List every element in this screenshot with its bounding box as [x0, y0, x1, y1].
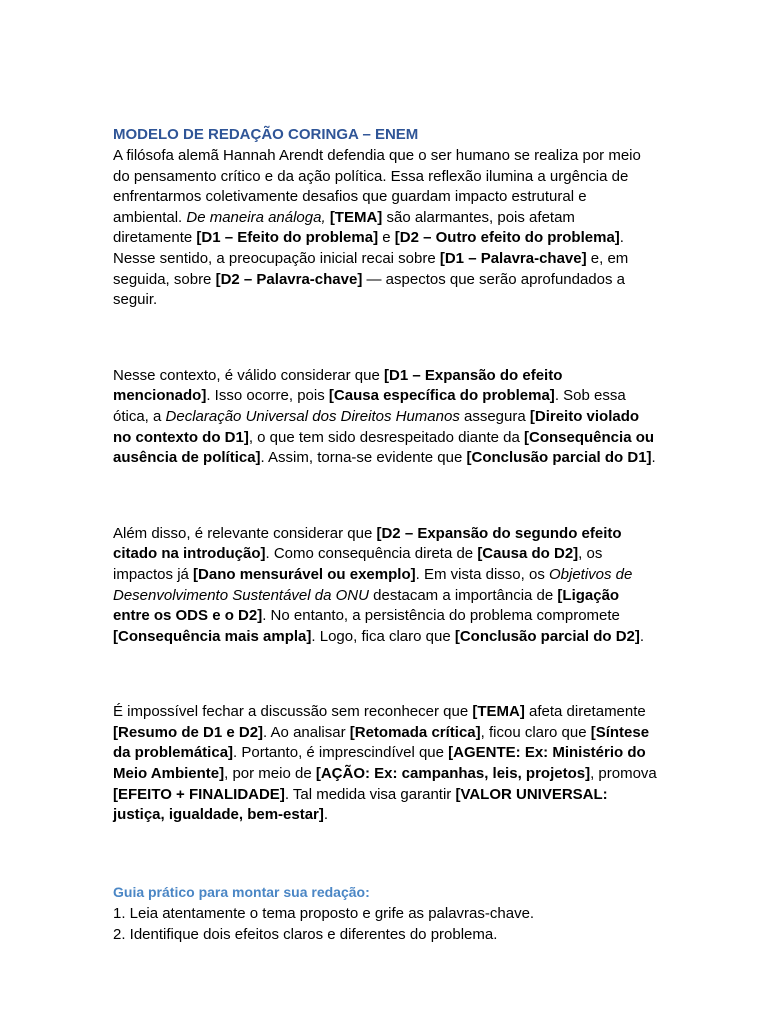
text-run: .	[639, 627, 645, 645]
placeholder-text: [Causa do D2]	[477, 545, 579, 563]
placeholder-text: [Direito violado no contexto do D1]	[113, 407, 640, 446]
placeholder-text: [TEMA]	[472, 703, 525, 721]
document-title: MODELO DE REDAÇÃO CORINGA – ENEM	[113, 126, 419, 143]
placeholder-text: [D1 – Expansão do efeito mencionado]	[113, 366, 563, 405]
placeholder-text: [TEMA]	[329, 208, 383, 226]
placeholder-text: [Dano mensurável ou exemplo]	[193, 565, 416, 583]
text-run: , promova	[590, 765, 657, 783]
italic-text: Declaração Universal dos Direitos Humanos	[165, 407, 460, 425]
placeholder-text: [D1 – Palavra-chave]	[439, 249, 587, 267]
guide-item: 1. Leia atentamente o tema proposto e grife as palavras-chave.	[113, 904, 535, 922]
paragraph-development-1	[113, 366, 658, 469]
guide-title: Guia prático para montar sua redação:	[113, 883, 370, 900]
placeholder-text: [AÇÃO: Ex: campanhas, leis, projetos]	[315, 765, 591, 783]
text-run: , ficou claro que	[480, 723, 591, 741]
placeholder-text: [AGENTE: Ex: Ministério do Meio Ambiente]	[113, 744, 646, 783]
text-run: . Como consequência direta de	[265, 545, 478, 563]
paragraph-development-2	[113, 524, 658, 648]
placeholder-text: [EFEITO + FINALIDADE]	[113, 785, 285, 803]
guide-item: 2. Identifique dois efeitos claros e diferentes do problema.	[113, 925, 498, 943]
placeholder-text: [VALOR UNIVERSAL: justiça, igualdade, bem-estar]	[113, 785, 608, 824]
text-run: — aspectos que serão aprofundados a seguir.	[113, 270, 626, 309]
text-run: afeta diretamente	[524, 703, 646, 721]
text-run: Nesse contexto, é válido considerar que	[113, 366, 384, 384]
placeholder-text: [Retomada crítica]	[349, 723, 481, 741]
text-run: e	[378, 229, 395, 247]
text-run: É impossível fechar a discussão sem reconhecer que	[113, 703, 473, 721]
placeholder-text: [Resumo de D1 e D2]	[113, 723, 264, 741]
paragraph-spacer	[113, 647, 658, 702]
paragraph-spacer	[113, 826, 658, 881]
text-run: . Assim, torna-se evidente que	[260, 449, 467, 467]
paragraph-spacer	[113, 311, 658, 366]
paragraph-conclusion	[113, 702, 658, 826]
text-run: .	[651, 449, 656, 467]
guide-list	[113, 903, 658, 945]
text-run: são alarmantes, pois afetam diretamente	[113, 208, 575, 247]
text-run: assegura	[459, 407, 530, 425]
placeholder-text: [D1 – Efeito do problema]	[196, 229, 379, 247]
placeholder-text: [Síntese da problemática]	[113, 723, 650, 762]
italic-text: Objetivos de Desenvolvimento Sustentável da ONU	[113, 565, 633, 604]
text-run: , por meio de	[224, 765, 316, 783]
text-run: . Logo, fica claro que	[311, 627, 455, 645]
italic-text: De maneira análoga,	[186, 208, 326, 226]
text-run: destacam a importância de	[368, 586, 558, 604]
text-run: . Em vista disso, os	[415, 565, 549, 583]
text-run: . No entanto, a persistência do problema compromete	[262, 607, 620, 625]
placeholder-text: [D2 – Palavra-chave]	[215, 270, 363, 288]
text-run: . Portanto, é imprescindível que	[233, 744, 449, 762]
placeholder-text: [Conclusão parcial do D1]	[466, 449, 652, 467]
placeholder-text: [Ligação entre os ODS e o D2]	[113, 586, 620, 625]
placeholder-text: [D2 – Expansão do segundo efeito citado na introdução]	[113, 524, 622, 563]
paragraph-spacer	[113, 469, 658, 524]
placeholder-text: [D2 – Outro efeito do problema]	[394, 229, 620, 247]
paragraph-introduction	[113, 146, 658, 311]
placeholder-text: [Causa específica do problema]	[328, 387, 555, 405]
text-run: . Nesse sentido, a preocupação inicial recai sobre	[113, 229, 624, 267]
placeholder-text: [Conclusão parcial do D2]	[454, 627, 640, 645]
placeholder-text: [Consequência mais ampla]	[113, 627, 312, 645]
text-run: .	[323, 806, 329, 824]
text-run: A filósofa alemã Hannah Arendt defendia que o ser humano se realiza por meio do pensamento crítico e da ação política. Essa reflexão ilumina a urgência de enfrentarmos coletivamente desafios que guardam impacto estrutural e ambiental.	[113, 147, 641, 226]
placeholder-text: [Consequência ou ausência de política]	[113, 428, 655, 467]
text-run: . Sob essa ótica, a	[113, 387, 626, 425]
text-run: e, em seguida, sobre	[113, 249, 629, 288]
text-run: . Ao analisar	[263, 723, 350, 741]
text-run: , o que tem sido desrespeitado diante da	[248, 428, 525, 446]
text-run: Além disso, é relevante considerar que	[113, 524, 377, 542]
text-run: . Isso ocorre, pois	[206, 387, 329, 405]
text-run: , os impactos já	[113, 545, 603, 583]
text-run: . Tal medida visa garantir	[284, 785, 456, 803]
document-content	[113, 124, 658, 945]
